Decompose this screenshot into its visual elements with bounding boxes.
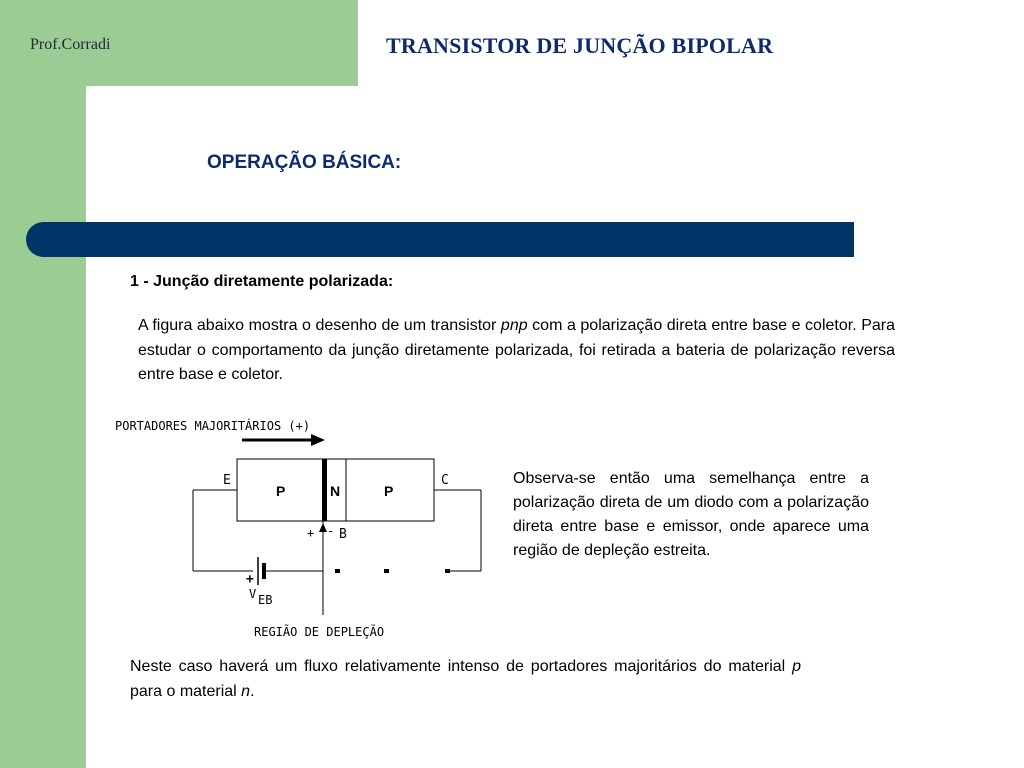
intro-text-pnp: pnp (500, 317, 528, 334)
plus-sign: + (307, 526, 315, 540)
terminal-b-label: B (339, 527, 347, 542)
content-corner (86, 86, 206, 206)
decorative-bar (26, 222, 854, 257)
intro-text-start: A figura abaixo mostra o desenho de um transistor (138, 317, 501, 334)
battery-label-sub: EB (258, 593, 273, 607)
depletion-pointer-arrow (319, 523, 327, 532)
collector-dash-3 (445, 569, 450, 573)
region-n-base: N (330, 483, 341, 499)
conclusion-text-end: . (250, 682, 255, 700)
collector-dash-1 (335, 569, 340, 573)
observation-paragraph: Observa-se então uma semelhança entre a polarização direta de um diodo com a polarização direta entre base e emissor, onde aparece uma região de depleção estreita. (513, 470, 869, 559)
battery-plus-sign: + (246, 572, 254, 587)
battery-label-v: V (249, 587, 257, 601)
conclusion-paragraph (130, 655, 801, 704)
battery-plate-short (262, 563, 266, 579)
terminal-c-label: C (441, 473, 449, 488)
left-green-band (0, 0, 86, 768)
conclusion-text-p: p (792, 658, 801, 675)
minus-sign: - (327, 524, 335, 538)
slide-title: TRANSISTOR DE JUNÇÃO BIPOLAR (386, 33, 774, 58)
region-p-emitter: P (276, 483, 286, 499)
collector-dash-2 (384, 569, 389, 573)
depletion-label: REGIÃO DE DEPLEÇÃO (254, 625, 385, 639)
carriers-label: PORTADORES MAJORITÁRIOS (+) (115, 419, 311, 433)
conclusion-text-mid: para o material (130, 682, 242, 700)
intro-text-end: com a polarização direta entre base e coletor. Para estudar o comportamento da junção diretamente polarizada, foi retirada a bateria de polarização reversa entre base e coletor. (138, 317, 895, 383)
intro-paragraph (138, 314, 895, 388)
conclusion-text-start: Neste caso haverá um fluxo relativamente intenso de portadores majoritários do material (130, 658, 793, 675)
transistor-diagram (105, 405, 449, 645)
subsection-title: 1 - Junção diretamente polarizada: (130, 273, 394, 290)
terminal-e-label: E (223, 473, 231, 488)
carriers-arrowhead (311, 434, 325, 446)
pn-junction-bar (322, 459, 327, 521)
section-title: OPERAÇÃO BÁSICA: (207, 152, 402, 173)
author-label: Prof.Corradi (30, 36, 111, 53)
conclusion-text-n: n (241, 682, 251, 700)
region-p-collector: P (384, 483, 394, 499)
